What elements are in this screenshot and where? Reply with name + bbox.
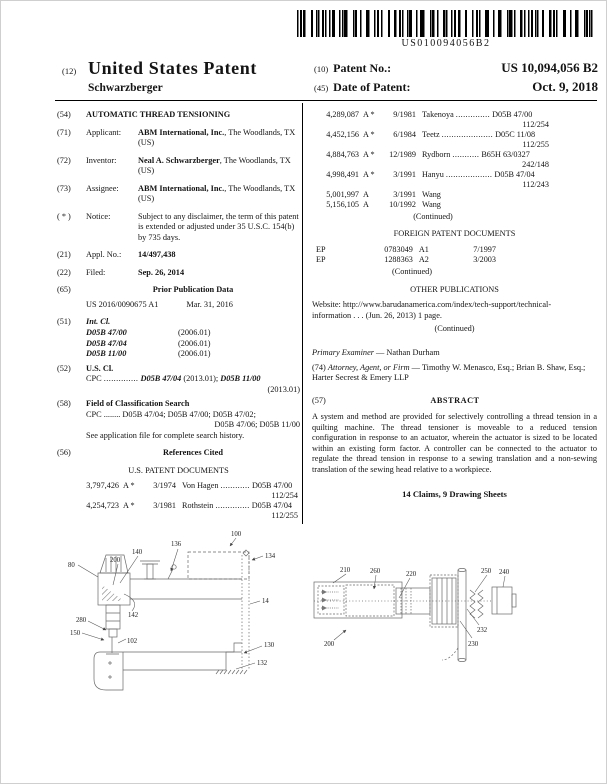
ref-label: 102 [127, 638, 138, 645]
attorney-line [312, 363, 597, 384]
cpc-version: (2013.01); [183, 374, 219, 384]
notice-text: Subject to any disclaimer, the term of this patent is extended or adjusted under 35 U.S.C. 154(b) by 735 days. [138, 211, 299, 242]
cit-date: 3/1991 [393, 170, 416, 179]
invention-title: AUTOMATIC THREAD TENSIONING [86, 110, 231, 119]
ref-label: 220 [406, 571, 417, 578]
field-56-references [57, 448, 300, 459]
ref-label: 130 [264, 642, 275, 649]
inventor-name: Neal A. Schwarzberger [138, 155, 220, 165]
ref-label: 150 [70, 630, 81, 637]
appl-no-label: Appl. No.: [86, 250, 122, 260]
field-num: (22) [57, 267, 71, 277]
barcode [297, 10, 595, 37]
intcl-version: (2006.01) [178, 349, 211, 359]
foreign-number: 0783049 [384, 244, 413, 254]
assignee-value [138, 184, 300, 205]
ref-label: 14 [262, 598, 269, 605]
field-num: (73) [57, 183, 71, 193]
filed-label: Filed: [86, 267, 106, 277]
attorney-label: Attorney, Agent, or Firm [327, 362, 410, 372]
cit-class: B65H 63/0327 [481, 150, 530, 159]
cit-body [176, 481, 298, 491]
header-right [314, 60, 598, 98]
cit-number: 5,001,997 [326, 190, 359, 199]
patent-date-label: Date of Patent: [333, 80, 411, 94]
abstract-title: ABSTRACT [430, 395, 480, 405]
cit-kind [119, 481, 141, 491]
field-num: (57) [312, 395, 326, 405]
cit-star: * [370, 130, 375, 139]
uscl-title: U.S. Cl. [86, 363, 114, 373]
prior-publication-row [86, 300, 300, 311]
cit-body [416, 170, 549, 180]
attorney-value: — Timothy W. Menasco, Esq.; Brian B. Shaw, Esq.; Harter Secrest & Emery LLP [312, 362, 586, 383]
intcl-class: D05B 11/00 [86, 349, 127, 359]
cit-star: * [130, 481, 135, 491]
foreign-date: 7/1997 [473, 244, 496, 254]
cit-star: * [370, 170, 375, 179]
primary-examiner-line [312, 348, 597, 359]
ref-label: 210 [340, 567, 351, 574]
cit-body [416, 110, 549, 120]
intcl-row [86, 328, 300, 339]
foreign-row [316, 255, 496, 265]
ref-label: 80 [68, 562, 75, 569]
field-num: (65) [57, 285, 71, 295]
ref-label: 280 [76, 617, 87, 624]
field-21-appl-no [57, 250, 300, 261]
citation-row [317, 130, 549, 140]
tensioner-drawing [300, 548, 600, 670]
field-search-line1: CPC ........ D05B 47/04; D05B 47/00; D05B 47/02; [86, 409, 256, 419]
continued-note: (Continued) [434, 324, 475, 334]
publication-ref: US 2016/0090675 A1 [86, 299, 159, 309]
foreign-kind: A2 [418, 254, 429, 264]
cit-number: 4,452,156 [326, 130, 359, 139]
foreign-number: 1288363 [384, 254, 413, 264]
cit-kind [359, 200, 381, 210]
us-citations-right [317, 110, 549, 222]
cit-date: 12/1989 [389, 150, 416, 159]
column-divider [302, 103, 303, 524]
patent-number-row [314, 60, 598, 76]
appl-no-value: 14/497,438 [138, 250, 176, 260]
cit-kind-code: A [363, 150, 369, 159]
field-51-intcl [57, 317, 300, 359]
cit-date: 3/1981 [153, 501, 176, 511]
prior-publication-title: Prior Publication Data [152, 285, 234, 295]
field-71-applicant [57, 128, 300, 149]
other-publications-text [312, 300, 597, 321]
cit-number: 3,797,426 [86, 481, 119, 491]
other-publications-title: OTHER PUBLICATIONS [410, 284, 499, 294]
assignee-label: Assignee: [86, 183, 119, 193]
abstract-header [312, 396, 597, 407]
inventor-surname: Schwarzberger [88, 82, 163, 94]
field-num: (51) [57, 317, 71, 327]
cit-kind-code: A [363, 110, 369, 119]
foreign-row [316, 245, 496, 255]
patent-number-value: US 10,094,056 B2 [501, 60, 598, 75]
barcode-text: US010094056B2 [401, 38, 491, 49]
us-citations-left [77, 481, 298, 521]
primary-examiner-label: Primary Examiner [312, 348, 374, 357]
field-num: (72) [57, 155, 71, 165]
citation-row [317, 190, 549, 200]
citation-row [317, 110, 549, 120]
cit-star: * [130, 501, 135, 511]
intcl-version: (2006.01) [178, 327, 211, 337]
foreign-country: EP [316, 244, 326, 254]
leader-dots: ............ [220, 481, 250, 491]
uscl-cpc-line [86, 374, 300, 385]
inventor-rest: , The Woodlands, TX (US) [138, 155, 291, 176]
cit-date: 10/1992 [389, 200, 416, 209]
cit-body [416, 190, 549, 200]
ref-label: 140 [132, 549, 143, 556]
ref-label: 136 [171, 541, 182, 548]
cit-name: Hanyu [422, 170, 444, 179]
foreign-kind: A1 [418, 244, 429, 254]
references-cited-title: References Cited [163, 448, 223, 458]
field-num: ( * ) [57, 211, 71, 221]
foreign-date: 3/2003 [473, 254, 496, 264]
machine-drawing [56, 527, 304, 725]
leader-dots: ................... [445, 170, 493, 179]
claims-drawing-sheets-line: 14 Claims, 9 Drawing Sheets [402, 489, 507, 500]
field-notice [57, 212, 300, 244]
field-num: (54) [57, 110, 71, 119]
inventor-label: Inventor: [86, 155, 117, 165]
cpc-class: D05B 47/04 [140, 374, 182, 384]
applicant-name: ABM International, Inc. [138, 127, 225, 137]
field-num: (71) [57, 127, 71, 137]
field-search-line2: D05B 47/06; D05B 11/00 [214, 420, 300, 430]
citation-row [317, 150, 549, 160]
ref-label: 260 [370, 568, 381, 575]
cit-date: 3/1991 [393, 190, 416, 199]
field-num: (74) [312, 362, 326, 372]
field-num: (58) [57, 399, 71, 409]
applicant-value [138, 128, 300, 149]
cit-subclass: 112/254 [271, 491, 298, 501]
intcl-row [86, 339, 300, 350]
ref-label: 230 [468, 641, 479, 648]
cit-kind [119, 501, 141, 511]
foreign-patents-title: FOREIGN PATENT DOCUMENTS [393, 229, 516, 238]
cit-name: Takenoya [422, 110, 454, 119]
abstract-text: A system and method are provided for selectively controlling a thread tension in a quilting machine. The thread tensioner is moveable to a reduced tension configuration in response to an actuator, wherein the actuator is sized to be located within an existing form factor. A controller can be connected to the actuator to regulate the thread tension in response to a sewing translation and a non-sewing translation of the sewing head relative to a workpiece. [312, 412, 597, 474]
cit-star: * [370, 110, 375, 119]
ref-label: 200 [110, 557, 121, 564]
intcl-class: D05B 47/00 [86, 327, 127, 337]
leader-dots: ........... [452, 150, 480, 159]
cit-kind-code: A [123, 481, 129, 491]
cit-kind-code: A [363, 130, 369, 139]
cit-subclass: 112/255 [271, 511, 298, 521]
field-search-title: Field of Classification Search [86, 399, 190, 409]
patent-number-label: Patent No.: [333, 61, 392, 75]
applicant-rest: , The Woodlands, TX (US) [138, 127, 296, 148]
field-73-assignee [57, 184, 300, 205]
cit-name: Von Hagen [182, 481, 219, 491]
left-column [57, 110, 300, 521]
ref-label: 240 [499, 569, 510, 576]
cit-kind [359, 190, 381, 200]
cit-subclass: 112/243 [522, 180, 549, 189]
us-patent-documents-title: U.S. PATENT DOCUMENTS [128, 465, 229, 475]
cit-subclass: 112/254 [522, 120, 549, 129]
figure-machine-side-view [56, 527, 304, 730]
intcl-row [86, 349, 300, 360]
cit-number: 4,998,491 [326, 170, 359, 179]
field-65-pubdata [57, 285, 300, 296]
primary-examiner-value: — Nathan Durham [373, 348, 440, 357]
cpc-class: D05B 11/00 [220, 374, 261, 384]
publication-line: Website: http://www.barudanamerica.com/index/tech-support/technical- [312, 300, 552, 310]
cit-subclass: 112/255 [522, 140, 549, 149]
citation-row [77, 481, 298, 491]
cit-number: 5,156,105 [326, 200, 359, 209]
cit-number: 4,289,087 [326, 110, 359, 119]
right-column [312, 110, 597, 500]
document-title: United States Patent [88, 58, 257, 78]
intcl-version: (2006.01) [178, 338, 211, 348]
cit-class: D05B 47/04 [494, 170, 535, 179]
patent-date-row [314, 79, 598, 95]
field-num: (56) [57, 448, 71, 458]
notice-label: Notice: [86, 211, 111, 221]
cit-name: Teetz [422, 130, 440, 139]
cit-name: Wang [422, 190, 441, 199]
applicant-label: Applicant: [86, 127, 122, 137]
cit-star: * [370, 150, 375, 159]
field-num: (21) [57, 250, 71, 260]
field-52-uscl [57, 364, 300, 396]
citation-row [317, 200, 549, 210]
ipc-code-45: (45) [314, 83, 329, 93]
cit-class: D05C 11/08 [495, 130, 536, 139]
cit-number: 4,254,723 [86, 501, 119, 511]
field-search-line3: See application file for complete search history. [86, 430, 245, 440]
cit-date: 9/1981 [393, 110, 416, 119]
cit-date: 6/1984 [393, 130, 416, 139]
ref-label: 142 [128, 612, 139, 619]
ref-label: 200 [324, 641, 335, 648]
field-54-title [57, 110, 300, 121]
cit-kind-code: A [123, 501, 129, 511]
cit-class: D05B 47/00 [251, 481, 293, 491]
continued-note: (Continued) [413, 212, 453, 221]
leader-dots: .............. [103, 374, 139, 384]
cit-body [416, 150, 549, 160]
cit-kind-code: A [363, 200, 369, 209]
field-22-filed [57, 268, 300, 279]
intcl-title: Int. Cl. [86, 317, 111, 327]
leader-dots: ..................... [441, 130, 494, 139]
cit-subclass: 242/148 [522, 160, 549, 169]
cit-kind [359, 130, 381, 140]
cit-kind [359, 110, 381, 120]
assignee-rest: , The Woodlands, TX (US) [138, 183, 296, 204]
ref-label: 250 [481, 568, 492, 575]
patent-date-value: Oct. 9, 2018 [532, 79, 598, 94]
cit-kind-code: A [363, 170, 369, 179]
cit-kind-code: A [363, 190, 369, 199]
intcl-class: D05B 47/04 [86, 338, 127, 348]
cit-name: Rydborn [422, 150, 451, 159]
figure-tensioner-assembly [300, 548, 600, 675]
cit-number: 4,884,763 [326, 150, 359, 159]
cit-kind [359, 170, 381, 180]
cit-date: 3/1974 [153, 481, 176, 491]
field-72-inventor [57, 156, 300, 177]
cit-class: D05B 47/00 [492, 110, 533, 119]
uscl-wrap-line: (2013.01) [267, 384, 300, 394]
ref-label: 132 [257, 660, 268, 667]
inventor-value [138, 156, 300, 177]
ref-label: 232 [477, 627, 488, 634]
cit-name: Wang [422, 200, 441, 209]
field-58-search [57, 399, 300, 441]
cit-class: D05B 47/04 [251, 501, 293, 511]
citation-row [77, 501, 298, 511]
filed-value: Sep. 26, 2014 [138, 267, 185, 277]
cit-body [416, 130, 549, 140]
ref-label: 134 [265, 553, 276, 560]
foreign-country: EP [316, 254, 326, 264]
publication-date: Mar. 31, 2016 [186, 299, 233, 309]
cit-name: Rothstein [182, 501, 214, 511]
ipc-code-10: (10) [314, 64, 329, 74]
ipc-code-12: (12) [62, 66, 77, 76]
cit-body [416, 200, 549, 210]
assignee-name: ABM International, Inc. [138, 183, 225, 193]
ref-label: 100 [231, 531, 242, 538]
leader-dots: .............. [455, 110, 491, 119]
field-num: (52) [57, 363, 71, 373]
leader-dots: .............. [215, 501, 250, 511]
cit-body [176, 501, 298, 511]
publication-line: information . . . (Jun. 26, 2013) 1 page. [312, 310, 442, 320]
citation-row [317, 170, 549, 180]
cit-kind [359, 150, 381, 160]
continued-note: (Continued) [391, 267, 433, 277]
cpc-label: CPC [86, 374, 102, 384]
header-divider [55, 100, 597, 101]
